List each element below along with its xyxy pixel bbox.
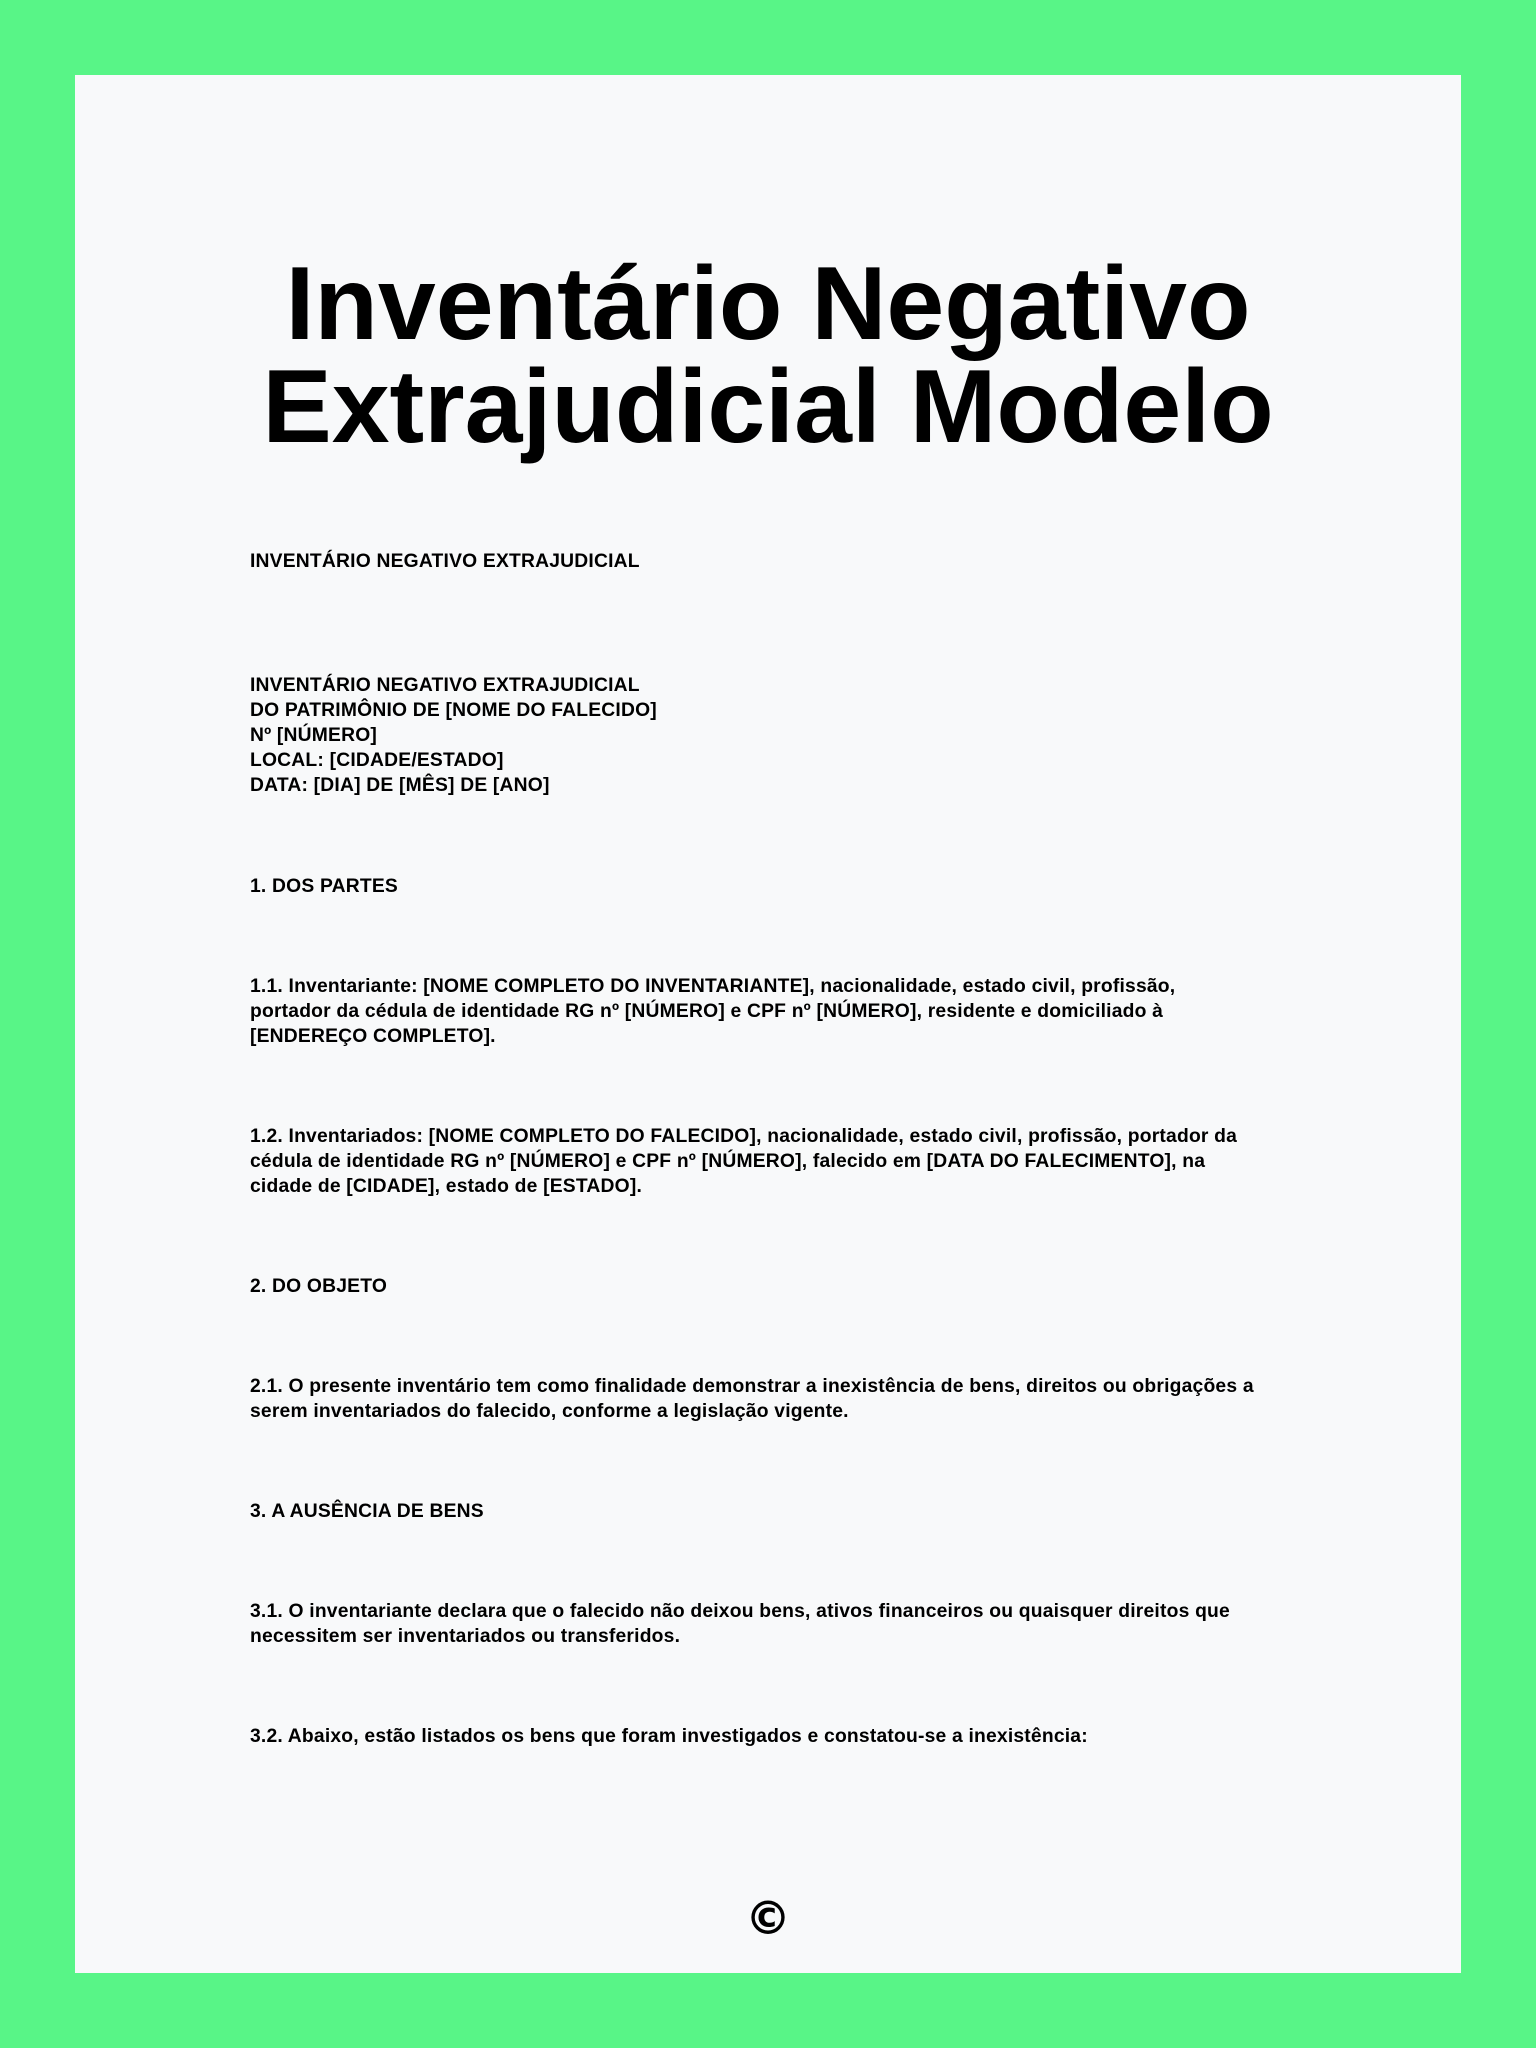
clause-line: [ENDEREÇO COMPLETO]. [250,1026,496,1047]
clause-3-2: 3.2. Abaixo, estão listados os bens que foram investigados e constatou-se a inexistência: [250,1726,1088,1747]
clause-line: 2.1. O presente inventário tem como finalidade demonstrar a inexistência de bens, direitos ou obrigações a [250,1376,1254,1397]
clause-line: cidade de [CIDADE], estado de [ESTADO]. [250,1176,643,1197]
clause-line: necessitem ser inventariados ou transferidos. [250,1626,681,1647]
section-3-title: 3. A AUSÊNCIA DE BENS [250,1501,484,1522]
section-2-title: 2. DO OBJETO [250,1276,388,1297]
document-title [75,246,1461,465]
header-block-line: Nº [NÚMERO] [250,725,378,746]
header-block-line: DATA: [DIA] DE [MÊS] DE [ANO] [250,775,550,796]
clause-3-1 [250,1599,1370,1649]
section-1-title: 1. DOS PARTES [250,876,398,897]
clause-line: 1.1. Inventariante: [NOME COMPLETO DO INVENTARIANTE], nacionalidade, estado civil, profissão, [250,976,1176,997]
document-title-line-2: Extrajudicial Modelo [262,349,1274,465]
header-block-line: DO PATRIMÔNIO DE [NOME DO FALECIDO] [250,700,657,721]
clause-line: serem inventariados do falecido, conforme a legislação vigente. [250,1401,849,1422]
header-block [250,673,1370,798]
document-title-line-1: Inventário Negativo [285,246,1251,362]
clause-line: portador da cédula de identidade RG nº [NÚMERO] e CPF nº [NÚMERO], residente e domiciliado à [250,1001,1164,1022]
document-page [75,75,1461,1973]
clause-line: 1.2. Inventariados: [NOME COMPLETO DO FALECIDO], nacionalidade, estado civil, profissão, portador da [250,1126,1238,1147]
clause-line: cédula de identidade RG nº [NÚMERO] e CPF nº [NÚMERO], falecido em [DATA DO FALECIMENTO], na [250,1151,1206,1172]
clause-1-1 [250,974,1370,1049]
clause-line: 3.1. O inventariante declara que o falecido não deixou bens, ativos financeiros ou quaisquer direitos que [250,1601,1230,1622]
header-block-line: LOCAL: [CIDADE/ESTADO] [250,750,504,771]
document-heading: INVENTÁRIO NEGATIVO EXTRAJUDICIAL [250,551,640,572]
clause-2-1 [250,1374,1370,1424]
clause-1-2 [250,1124,1370,1199]
copyright-icon: © [745,1891,791,1945]
header-block-line: INVENTÁRIO NEGATIVO EXTRAJUDICIAL [250,675,640,696]
